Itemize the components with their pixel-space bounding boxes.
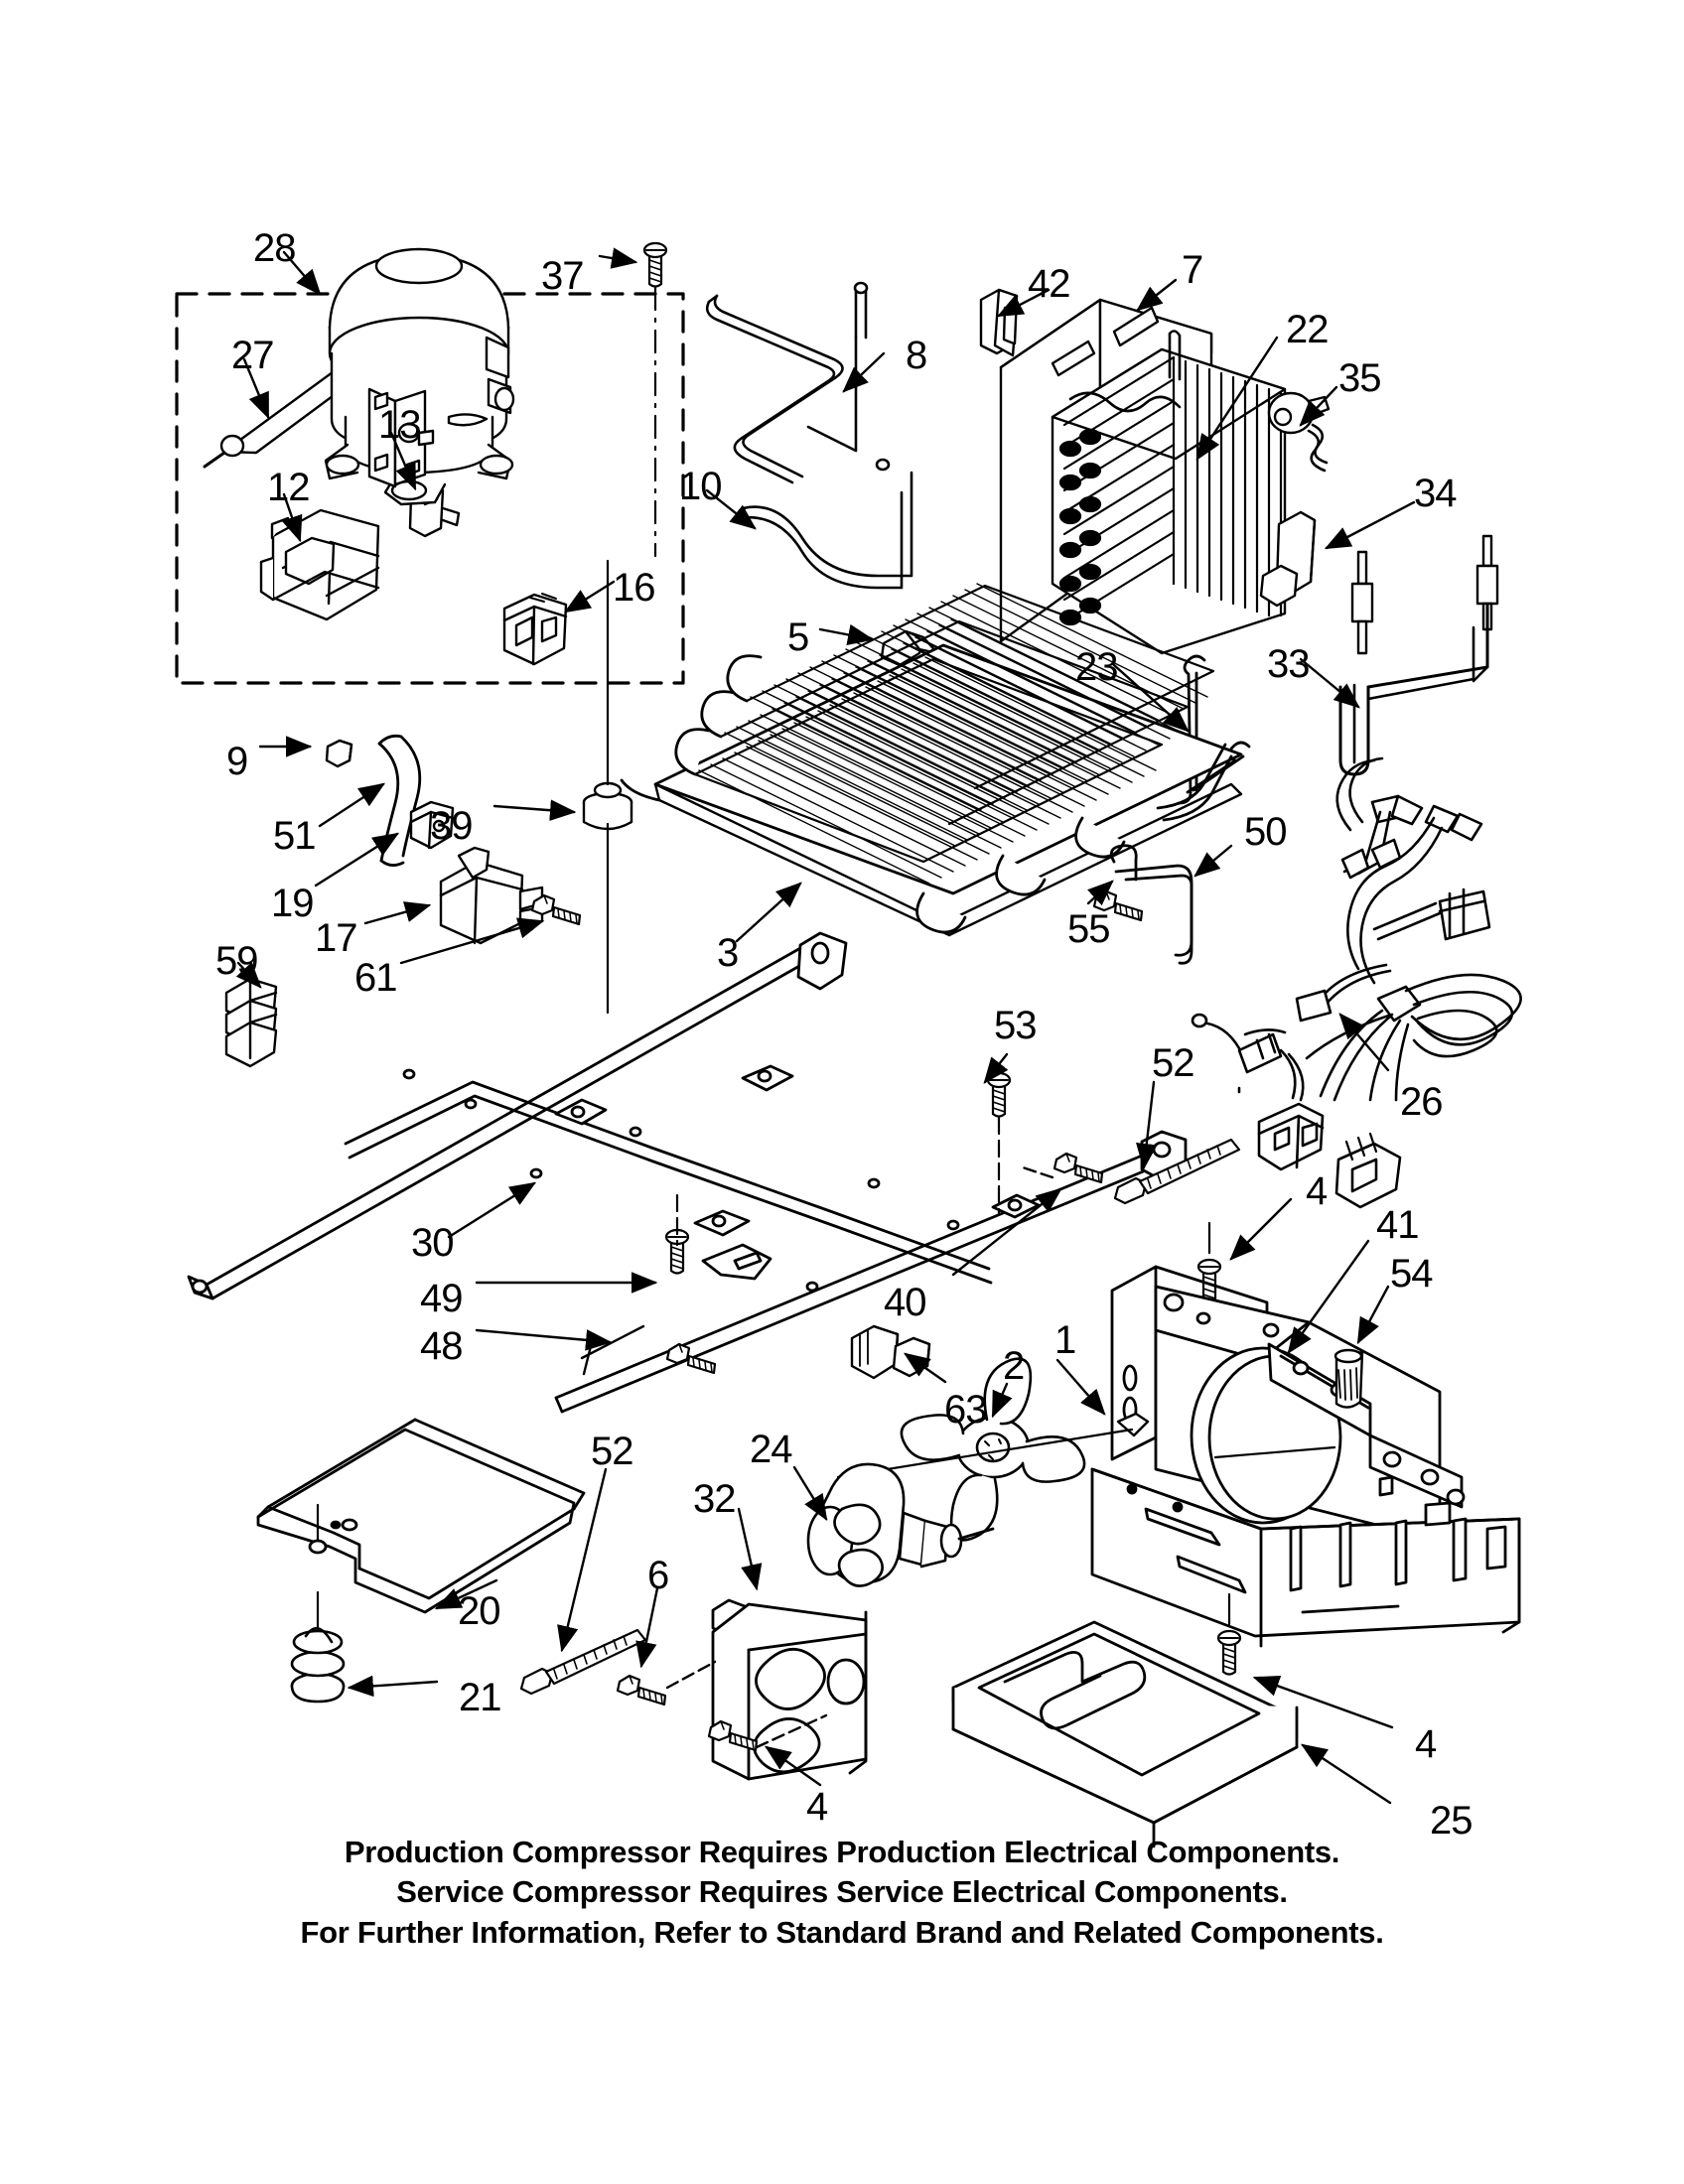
caption-line-3: For Further Information, Refer to Standard Brand and Related Components. — [300, 1914, 1384, 1950]
callout-1: 1 — [1054, 1318, 1076, 1362]
callout-37: 37 — [541, 254, 584, 298]
callout-27: 27 — [231, 334, 274, 377]
callout-55: 55 — [1067, 907, 1110, 951]
callout-52-lower: 52 — [591, 1430, 633, 1473]
callout-40: 40 — [884, 1281, 926, 1324]
callout-34: 34 — [1414, 472, 1457, 515]
callout-22: 22 — [1286, 308, 1329, 351]
callout-3: 3 — [717, 931, 739, 975]
callout-23: 23 — [1075, 645, 1118, 689]
caption-line-1: Production Compressor Requires Production Electrical Components. — [344, 1835, 1340, 1869]
callout-48: 48 — [420, 1324, 463, 1368]
callout-59: 59 — [215, 939, 258, 983]
callout-35: 35 — [1338, 356, 1381, 400]
callout-24: 24 — [750, 1428, 792, 1471]
callout-19: 19 — [271, 882, 314, 925]
callout-4-lower-right: 4 — [1415, 1722, 1437, 1766]
callout-61: 61 — [354, 956, 397, 1000]
callout-53: 53 — [994, 1004, 1037, 1047]
callout-6: 6 — [647, 1554, 669, 1597]
callout-42: 42 — [1028, 262, 1070, 306]
callout-4-upper-right: 4 — [1306, 1169, 1328, 1213]
callout-54: 54 — [1390, 1252, 1433, 1296]
callout-32: 32 — [693, 1477, 736, 1521]
callout-5: 5 — [787, 615, 809, 659]
callout-26: 26 — [1400, 1080, 1443, 1124]
caption-line-2: Service Compressor Requires Service Electrical Components. — [396, 1874, 1288, 1910]
callout-52-upper: 52 — [1152, 1041, 1194, 1085]
callout-9: 9 — [226, 740, 248, 783]
callout-30: 30 — [411, 1221, 454, 1265]
callout-8: 8 — [906, 334, 927, 377]
callout-20: 20 — [458, 1589, 500, 1633]
callout-39: 39 — [430, 804, 473, 848]
callout-21: 21 — [459, 1676, 501, 1719]
callout-7: 7 — [1182, 248, 1203, 292]
callout-33: 33 — [1267, 642, 1310, 686]
callout-13: 13 — [378, 403, 421, 447]
callout-12: 12 — [267, 466, 310, 509]
callout-63: 63 — [944, 1388, 987, 1432]
callout-49: 49 — [420, 1277, 463, 1320]
callout-10: 10 — [679, 465, 722, 508]
callout-25: 25 — [1430, 1799, 1473, 1843]
callout-51: 51 — [273, 814, 316, 858]
callout-50: 50 — [1244, 810, 1287, 854]
callout-17: 17 — [315, 916, 357, 960]
diagram-caption — [0, 1833, 1684, 1953]
callout-16: 16 — [613, 566, 655, 610]
callout-4-lower-left: 4 — [806, 1785, 828, 1829]
callout-2: 2 — [1003, 1344, 1025, 1388]
callout-28: 28 — [253, 226, 296, 270]
callout-41: 41 — [1376, 1203, 1419, 1247]
